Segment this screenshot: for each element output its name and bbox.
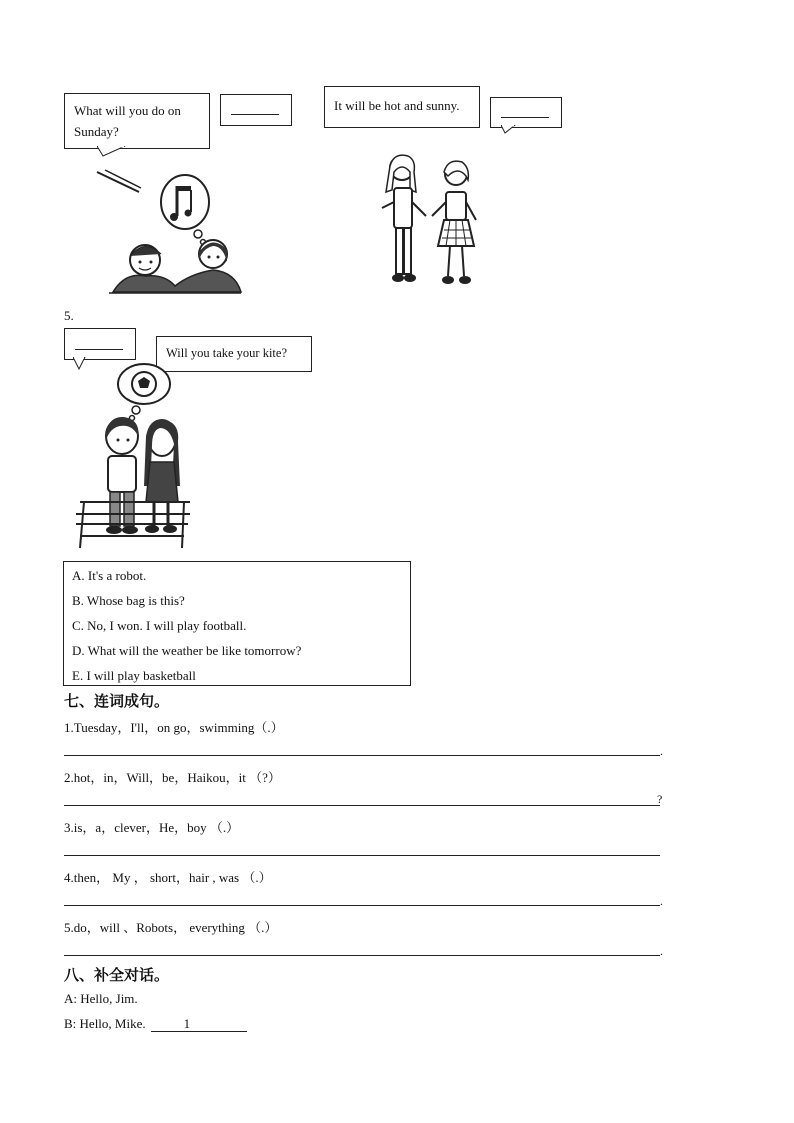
speech-bubble-text: Will you take your kite?	[166, 346, 287, 360]
option-a: A. It's a robot.	[72, 568, 147, 583]
answer-line-7-4[interactable]	[64, 905, 660, 906]
question-7-5: 5.do，will 、Robots， everything （.）	[64, 920, 278, 935]
end-mark-7-4: .	[660, 894, 663, 908]
speech-bubble-text: What will you do on Sunday?	[74, 103, 181, 139]
speech-tail	[501, 125, 517, 135]
question-number-5: 5.	[64, 308, 74, 323]
section-7-title: 七、连词成句。	[64, 692, 170, 710]
answer-bubble-p3[interactable]	[220, 94, 292, 126]
end-mark-7-2: ?	[657, 792, 663, 806]
question-7-1: 1.Tuesday，I'll，on go，swimming（.）	[64, 720, 284, 735]
end-mark-7-5: .	[660, 944, 663, 958]
answer-line-7-1[interactable]	[64, 755, 660, 756]
dialogue-line-b	[64, 1016, 247, 1032]
end-mark-7-1: .	[660, 744, 663, 758]
section-8-title: 八、补全对话。	[64, 966, 170, 984]
answer-bubble-p4[interactable]	[490, 97, 562, 128]
answer-line-7-5[interactable]	[64, 955, 660, 956]
speech-tail	[97, 146, 127, 158]
question-7-3: 3.is，a，clever，He，boy （.）	[64, 820, 240, 835]
option-b: B. Whose bag is this?	[72, 593, 185, 608]
answer-line-7-2[interactable]	[64, 805, 660, 806]
two-children-thinking-of-music-icon	[95, 162, 245, 294]
fill-blank-1[interactable]	[151, 1016, 247, 1032]
boy-girl-thinking-of-football-icon	[66, 362, 210, 552]
options-box	[63, 561, 411, 686]
question-7-4: 4.then， My ， short，hair , was （.）	[64, 870, 272, 885]
answer-line-7-3[interactable]	[64, 855, 660, 856]
answer-bubble-p5[interactable]	[64, 328, 136, 360]
speech-bubble-text: It will be hot and sunny.	[334, 98, 460, 113]
speech-bubble-p3-left	[64, 93, 210, 149]
blank-number: 1	[183, 1016, 191, 1031]
option-d: D. What will the weather be like tomorrow?	[72, 643, 302, 658]
speech-bubble-p4-left	[324, 86, 480, 128]
option-e: E. I will play basketball	[72, 668, 196, 683]
dialogue-line-a: A: Hello, Jim.	[64, 991, 138, 1006]
two-girls-talking-icon	[372, 150, 487, 292]
question-7-2: 2.hot，in，Will，be，Haikou，it （?）	[64, 770, 281, 785]
option-c: C. No, I won. I will play football.	[72, 618, 247, 633]
dialogue-text: B: Hello, Mike.	[64, 1016, 146, 1031]
